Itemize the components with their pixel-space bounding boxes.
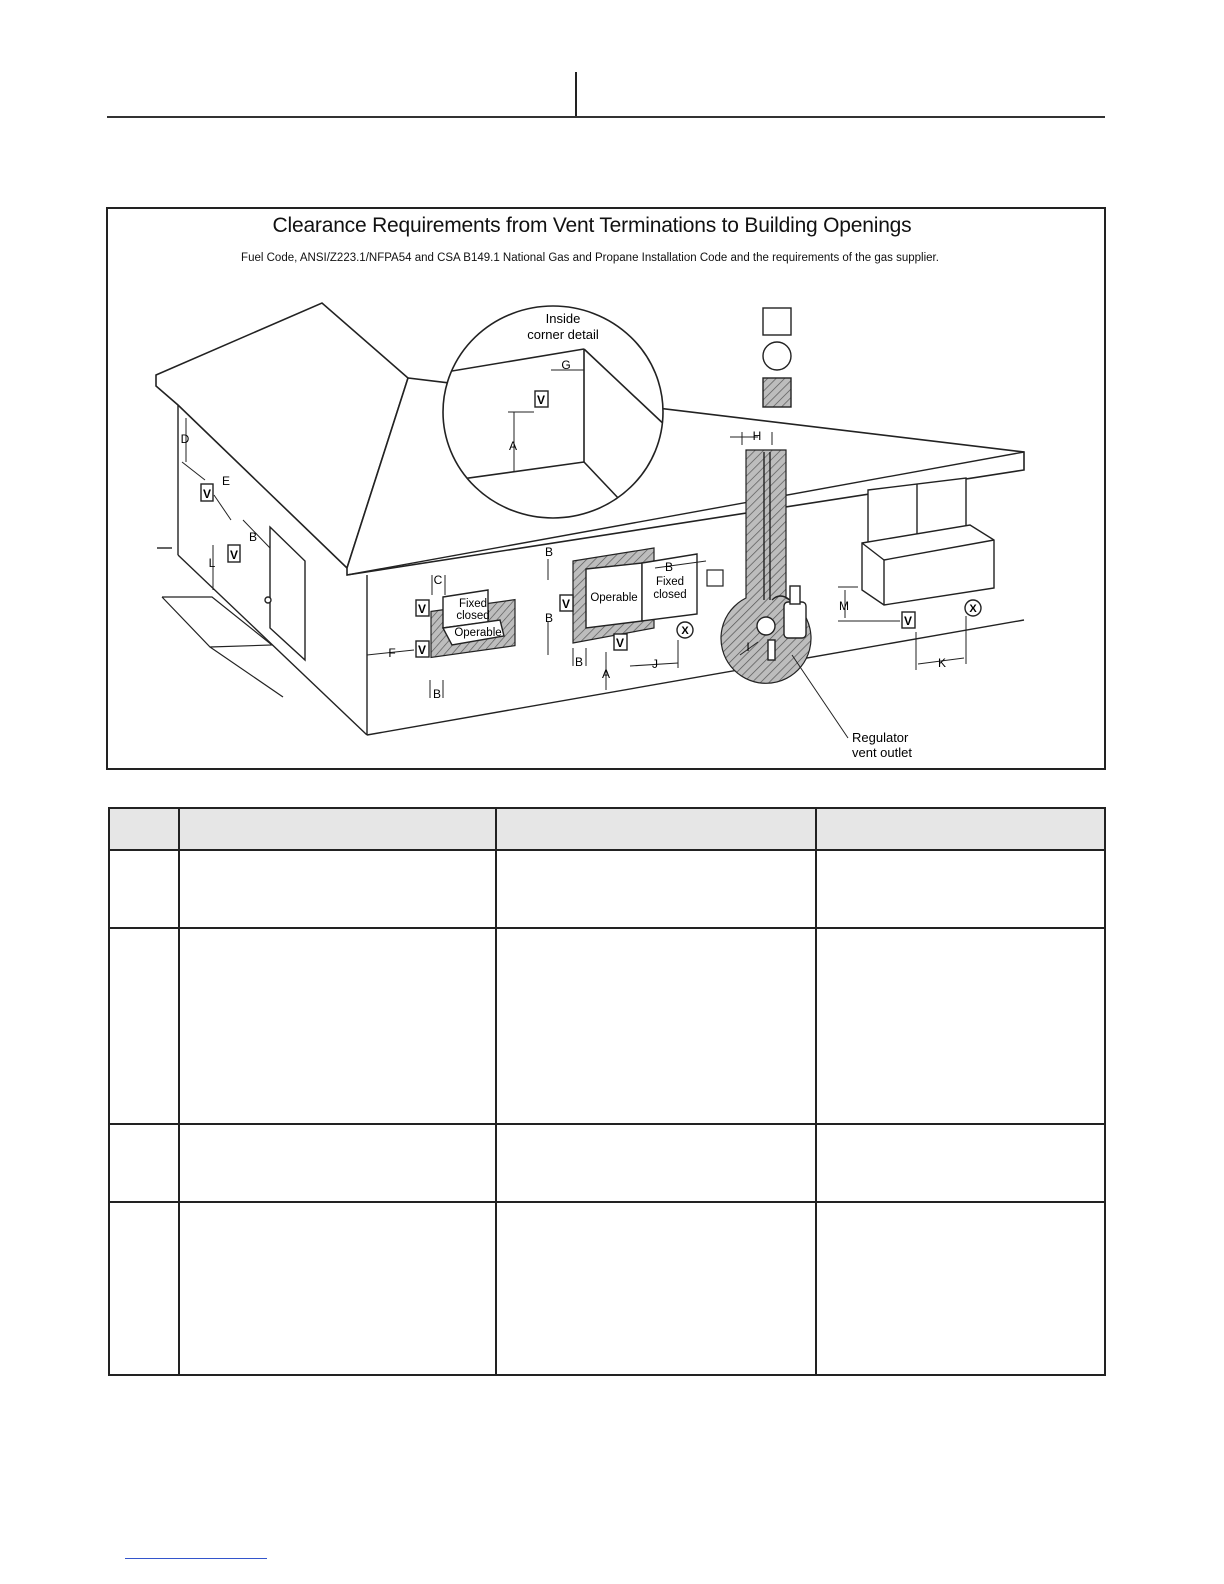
dim-label-b: B (544, 611, 554, 625)
dim-label-k: K (937, 656, 947, 670)
table-header-cell (179, 808, 496, 850)
table-cell (179, 928, 496, 1124)
window-right (862, 478, 994, 605)
footer-link-underline (125, 1558, 267, 1559)
window-left (431, 590, 515, 657)
circle-outline-icon (763, 342, 791, 370)
dim-label-j: J (652, 657, 658, 671)
small-square-marker (707, 570, 723, 586)
square-outline-icon (763, 308, 791, 335)
legend (763, 308, 791, 407)
table-cell (496, 850, 815, 928)
table-header-cell (496, 808, 815, 850)
table-cell (109, 928, 179, 1124)
window-fixed-label: Fixed (458, 598, 488, 610)
window-fixed-label: closed (456, 610, 490, 622)
svg-text:V: V (615, 636, 625, 650)
air-supply-inlet (677, 622, 693, 638)
dim-label-b: B (544, 545, 554, 559)
dim-label-e: E (221, 474, 231, 488)
air-supply-inlet (965, 600, 981, 616)
svg-text:X: X (969, 603, 977, 615)
table-row (109, 1124, 1105, 1202)
vent-terminal (614, 634, 627, 650)
figure-title: Clearance Requirements from Vent Terminations to Building Openings (272, 214, 912, 237)
vent-terminal: V (536, 393, 546, 407)
dim-label-a: A (508, 439, 518, 453)
svg-text:V: V (229, 548, 239, 562)
hatched-square-icon (763, 378, 791, 407)
door (265, 527, 305, 660)
table-cell (179, 1124, 496, 1202)
dim-label-f: F (388, 646, 396, 660)
table-cell (179, 850, 496, 928)
table-cell (179, 1202, 496, 1375)
detail-label: Inside (545, 311, 581, 326)
vent-terminal (416, 600, 429, 616)
dim-label-a: A (601, 667, 611, 681)
dim-label-b: B (432, 687, 442, 701)
svg-text:V: V (202, 487, 212, 501)
regulator-label: vent outlet (852, 745, 912, 760)
vent-terminal (228, 545, 240, 562)
table-row (109, 850, 1105, 928)
regulator-label: Regulator (852, 730, 909, 745)
dim-label-d: D (180, 432, 190, 446)
table-cell (816, 1202, 1105, 1375)
dim-label-b: B (574, 655, 584, 669)
clearance-table (108, 807, 1106, 1376)
svg-text:V: V (561, 597, 571, 611)
table-cell (816, 850, 1105, 928)
dim-label-b: B (248, 530, 258, 544)
vent-terminal (560, 595, 573, 611)
table-cell (816, 1124, 1105, 1202)
table-cell (496, 928, 815, 1124)
table-cell (816, 928, 1105, 1124)
dim-label-m: M (839, 599, 849, 613)
table-header-cell (109, 808, 179, 850)
table-header-cell (816, 808, 1105, 850)
table-header-row (109, 808, 1105, 850)
walkway (162, 597, 283, 697)
vent-terminal (902, 612, 915, 628)
vent-terminal (201, 484, 213, 501)
table-row (109, 1202, 1105, 1375)
dim-label-b: B (664, 560, 674, 574)
dim-label-i: I (746, 640, 750, 654)
svg-text:V: V (417, 643, 427, 657)
svg-text:X: X (681, 625, 689, 637)
svg-text:V: V (903, 614, 913, 628)
dim-label-l: L (208, 556, 216, 570)
table-cell (109, 1124, 179, 1202)
window-operable-label: Operable (590, 592, 638, 604)
dim-label-c: C (433, 573, 443, 587)
table-cell (496, 1202, 815, 1375)
window-fixed-label: closed (653, 589, 687, 601)
vent-terminal (416, 641, 429, 657)
table-cell (496, 1124, 815, 1202)
svg-text:V: V (417, 602, 427, 616)
table-cell (109, 850, 179, 928)
figure-subtitle: Fuel Code, ANSI/Z223.1/NFPA54 and CSA B149.1 National Gas and Propane Installation Code and the requirements of the gas supplier. (241, 252, 939, 264)
window-operable-label: Operable (454, 627, 502, 639)
dim-label-g: G (561, 358, 571, 372)
detail-label: corner detail (527, 327, 599, 342)
table-cell (109, 1202, 179, 1375)
window-fixed-label: Fixed (655, 576, 685, 588)
table-row (109, 928, 1105, 1124)
dim-label-h: H (752, 429, 762, 443)
